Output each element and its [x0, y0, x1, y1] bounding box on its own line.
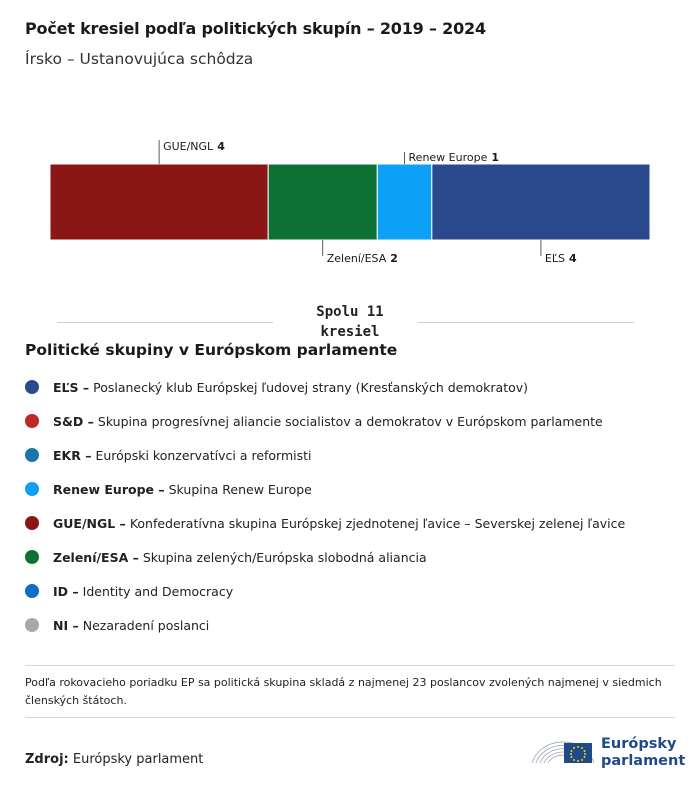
legend-abbr: EĽS –: [53, 379, 90, 395]
legend-name: Skupina progresívnej aliancie socialistov a demokratov v Európskom parlamente: [97, 413, 603, 429]
legend-item: [25, 608, 625, 642]
legend-name: Identity and Democracy: [82, 583, 234, 599]
logo-line1: Európsky: [601, 736, 677, 752]
legend-color-dot: [25, 584, 39, 598]
legend-item: [25, 370, 625, 404]
segment-label-value: 2: [390, 252, 398, 265]
legend-color-dot: [25, 380, 39, 394]
segment-label-value: 4: [568, 252, 577, 265]
segment-label: [327, 252, 398, 265]
legend-color-dot: [25, 550, 39, 564]
divider-top: [25, 665, 675, 666]
logo-text: [601, 736, 685, 770]
chart-subtitle: Írsko – Ustanovujúca schôdza: [25, 50, 254, 68]
legend-abbr: ID –: [53, 583, 79, 599]
logo-line2: parlament: [601, 753, 686, 769]
footnote: Podľa rokovacieho poriadku EP sa politická skupina skladá z najmenej 23 poslancov zvolených najmenej v siedmich členských štátoch.: [25, 676, 662, 707]
legend-color-dot: [25, 414, 39, 428]
legend-name: Konfederatívna skupina Európskej zjednotenej ľavice – Severskej zelenej ľavice: [129, 515, 626, 531]
legend-name: Poslanecký klub Európskej ľudovej strany (Kresťanských demokratov): [93, 379, 529, 395]
legend-color-dot: [25, 448, 39, 462]
legend-list: [25, 370, 625, 642]
total-divider-left: [57, 322, 273, 323]
source-value: Európsky parlament: [72, 752, 204, 767]
legend-abbr: Renew Europe –: [53, 481, 165, 497]
bar-segment-zelen-esa: [268, 164, 377, 240]
legend-abbr: EKR –: [53, 447, 92, 463]
legend-color-dot: [25, 516, 39, 530]
segment-label: [545, 252, 577, 265]
legend-item: [25, 574, 625, 608]
chart-title: Počet kresiel podľa politických skupín – 2019 – 2024: [25, 19, 486, 38]
segment-label-value: 4: [217, 140, 225, 153]
legend-abbr: GUE/NGL –: [53, 515, 126, 531]
segment-label-value: 1: [491, 151, 500, 164]
segment-label-name: Zelení/ESA: [326, 252, 387, 265]
legend-title: Politické skupiny v Európskom parlamente: [25, 341, 398, 359]
segment-label-name: GUE/NGL: [163, 140, 214, 153]
legend-abbr: S&D –: [53, 413, 94, 429]
legend-color-dot: [25, 482, 39, 496]
segment-label: [409, 151, 500, 164]
divider-bottom: [25, 717, 675, 718]
total-seats-label: [290, 302, 410, 342]
total-seats-line1: Spolu 11: [316, 304, 384, 320]
segment-label-name: EĽS: [544, 252, 565, 265]
legend-item: [25, 540, 625, 574]
bar-segment-gue-ngl: [50, 164, 268, 240]
stacked-bar-chart: [0, 130, 700, 270]
source: [25, 752, 203, 767]
segment-label-name: Renew Europe: [408, 151, 488, 164]
source-label: Zdroj:: [25, 752, 69, 767]
legend-name: Európski konzervatívci a reformisti: [95, 447, 312, 463]
bar-segment-renew-europe: [377, 164, 432, 240]
legend-item: [25, 506, 625, 540]
legend-color-dot: [25, 618, 39, 632]
legend-name: Skupina zelených/Európska slobodná aliancia: [142, 549, 427, 565]
bar-segment-e-s: [432, 164, 650, 240]
legend-name: Skupina Renew Europe: [168, 481, 312, 497]
total-seats-line2: kresiel: [320, 324, 380, 340]
legend-abbr: NI –: [53, 617, 79, 633]
total-divider-right: [418, 322, 634, 323]
legend-abbr: Zelení/ESA –: [53, 549, 139, 565]
legend-name: Nezaradení poslanci: [82, 617, 210, 633]
legend-item: [25, 404, 625, 438]
legend-item: [25, 438, 625, 472]
legend-item: [25, 472, 625, 506]
segment-label: [163, 140, 225, 153]
